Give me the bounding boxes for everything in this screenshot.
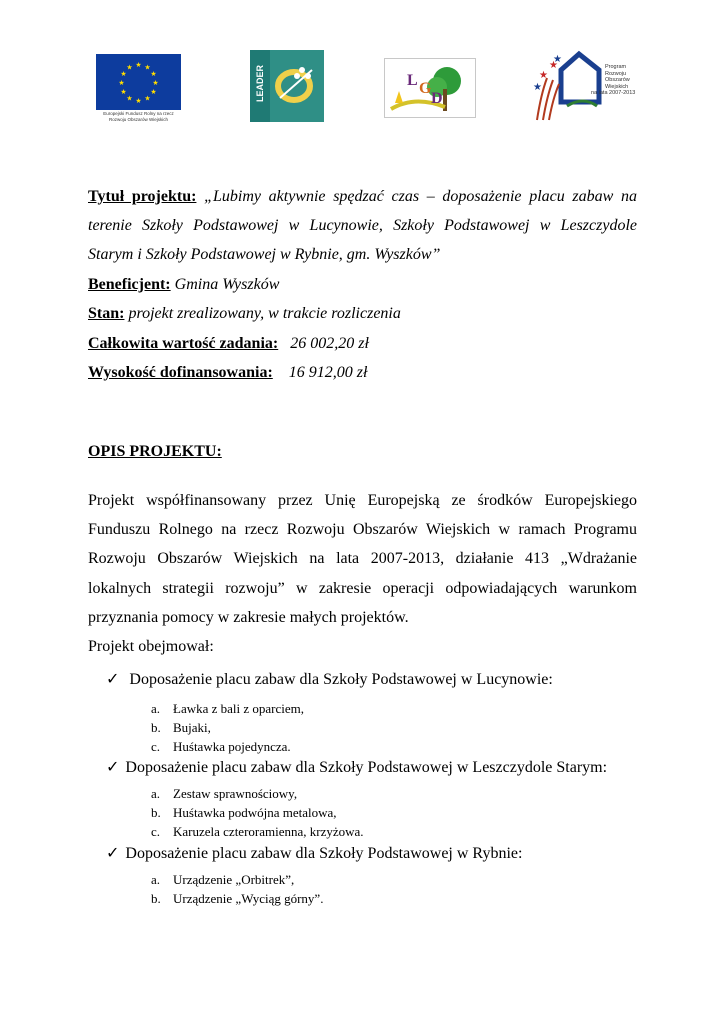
- scope-subitem: [151, 701, 304, 717]
- check-icon: ✓: [106, 845, 120, 862]
- subitem-text: Urządzenie „Orbitrek”,: [173, 872, 295, 887]
- scope-item: [106, 757, 607, 777]
- dofinansowanie-label: Wysokość dofinansowania:: [88, 364, 273, 381]
- lgd-letter: D: [431, 90, 443, 107]
- opis-line: Rozwoju Obszarów Wiejskich na lata 2007-2013, działanie 413 „Wdrażanie: [88, 550, 637, 567]
- project-title-line: [88, 188, 637, 206]
- svg-text:★: ★: [553, 54, 562, 65]
- eu-logo: [96, 54, 181, 124]
- wartosc-row: [88, 335, 369, 353]
- subitem-text: Huśtawka podwójna metalowa,: [173, 805, 337, 820]
- opis-line: przyznania pomocy w zakresie małych projektów.: [88, 609, 409, 626]
- prow-caption-line: na lata 2007-2013: [591, 90, 636, 96]
- svg-text:★: ★: [126, 63, 133, 72]
- lgd-logo: [384, 58, 476, 118]
- stan-row: [88, 305, 401, 323]
- scope-subitem: [151, 891, 323, 907]
- stan-label: Stan:: [88, 305, 125, 322]
- prow-logo: [527, 50, 647, 122]
- subitem-marker: b.: [151, 891, 161, 906]
- prow-caption-line: Wiejskich: [605, 83, 629, 90]
- subitem-marker: c.: [151, 739, 161, 754]
- scope-subitem: [151, 720, 211, 736]
- obejmowal-label: Projekt obejmował:: [88, 638, 214, 655]
- dofinansowanie-value: 16 912,00 zł: [288, 364, 368, 381]
- eu-caption-line: Rozwoju Obszarów Wiejskich: [108, 116, 169, 122]
- project-title-line: Starym i Szkoły Podstawowej w Rybnie, gm. Wyszków”: [88, 246, 441, 263]
- svg-text:★: ★: [120, 70, 127, 78]
- opis-line: Funduszu Rolnego na rzecz Rozwoju Obszarów Wiejskich w ramach Programu: [88, 521, 637, 538]
- prow-caption: [591, 64, 636, 97]
- subitem-marker: a.: [151, 872, 161, 887]
- svg-text:★: ★: [120, 88, 127, 96]
- subitem-text: Karuzela czteroramienna, krzyżowa.: [173, 824, 364, 839]
- scope-item-title: Doposażenie placu zabaw dla Szkoły Podstawowej w Rybnie:: [125, 845, 523, 862]
- project-title-line: terenie Szkoły Podstawowej w Lucynowie, Szkoły Podstawowej w Leszczydole: [88, 217, 637, 234]
- subitem-text: Urządzenie „Wyciąg górny”.: [173, 891, 324, 906]
- svg-text:★: ★: [135, 61, 142, 69]
- subitem-marker: b.: [151, 720, 161, 735]
- beneficjent-row: [88, 276, 279, 294]
- eu-caption: [96, 111, 181, 122]
- subitem-text: Bujaki,: [173, 720, 211, 735]
- check-icon: ✓: [106, 671, 120, 688]
- beneficjent-label: Beneficjent:: [88, 276, 171, 293]
- scope-item: [106, 843, 522, 863]
- scope-subitem: [151, 824, 364, 840]
- svg-text:★: ★: [152, 79, 159, 87]
- scope-subitem: [151, 872, 294, 888]
- svg-text:★: ★: [539, 70, 548, 81]
- prow-caption-line: Obszarów: [605, 77, 630, 83]
- svg-text:★: ★: [144, 94, 151, 103]
- subitem-text: Zestaw sprawnościowy,: [173, 786, 298, 801]
- opis-heading: OPIS PROJEKTU:: [88, 443, 222, 460]
- scope-subitem: [151, 805, 337, 821]
- opis-line: lokalnych strategii rozwoju” w zakresie operacji odpowiadających warunkom: [88, 580, 637, 597]
- wartosc-label: Całkowita wartość zadania:: [88, 335, 279, 352]
- svg-text:★: ★: [549, 60, 558, 71]
- project-title-label: Tytuł projektu:: [88, 188, 197, 205]
- project-title-text: „Lubimy aktywnie spędzać czas – doposażenie placu zabaw na: [196, 188, 637, 205]
- svg-text:★: ★: [150, 88, 157, 96]
- scope-subitem: [151, 739, 291, 755]
- opis-line: Projekt współfinansowany przez Unię Europejską ze środków Europejskiego: [88, 492, 637, 509]
- prow-caption-line: Rozwoju: [605, 70, 627, 77]
- svg-text:★: ★: [135, 97, 142, 105]
- prow-caption-line: Program: [605, 64, 627, 70]
- eu-flag: [96, 54, 181, 110]
- eu-caption-line: Europejski Fundusz Rolny na rzecz: [103, 111, 174, 116]
- subitem-marker: c.: [151, 824, 161, 839]
- scope-item-title: Doposażenie placu zabaw dla Szkoły Podstawowej w Lucynowie:: [129, 671, 553, 688]
- logo-bar: [0, 50, 725, 125]
- check-icon: ✓: [106, 759, 120, 776]
- svg-text:★: ★: [533, 82, 542, 93]
- svg-text:★: ★: [126, 94, 133, 103]
- scope-item-title: Doposażenie placu zabaw dla Szkoły Podstawowej w Leszczydole Starym:: [125, 759, 608, 776]
- leader-logo: [250, 50, 324, 122]
- lgd-letter: G: [419, 80, 432, 97]
- scope-item: [106, 669, 553, 689]
- subitem-marker: a.: [151, 701, 161, 716]
- subitem-text: Huśtawka pojedyncza.: [173, 739, 291, 754]
- svg-text:★: ★: [144, 63, 151, 72]
- beneficjent-value: Gmina Wyszków: [170, 276, 280, 293]
- svg-text:★: ★: [150, 70, 157, 78]
- wartosc-value: 26 002,20 zł: [290, 335, 369, 352]
- subitem-marker: b.: [151, 805, 161, 820]
- svg-text:★: ★: [118, 79, 125, 87]
- scope-subitem: [151, 786, 297, 802]
- subitem-marker: a.: [151, 786, 161, 801]
- stan-value: projekt zrealizowany, w trakcie rozliczenia: [124, 305, 401, 322]
- leader-text: LEADER: [255, 64, 265, 102]
- dofinansowanie-row: [88, 364, 367, 382]
- lgd-letter: L: [407, 72, 418, 89]
- subitem-text: Ławka z bali z oparciem,: [173, 701, 305, 716]
